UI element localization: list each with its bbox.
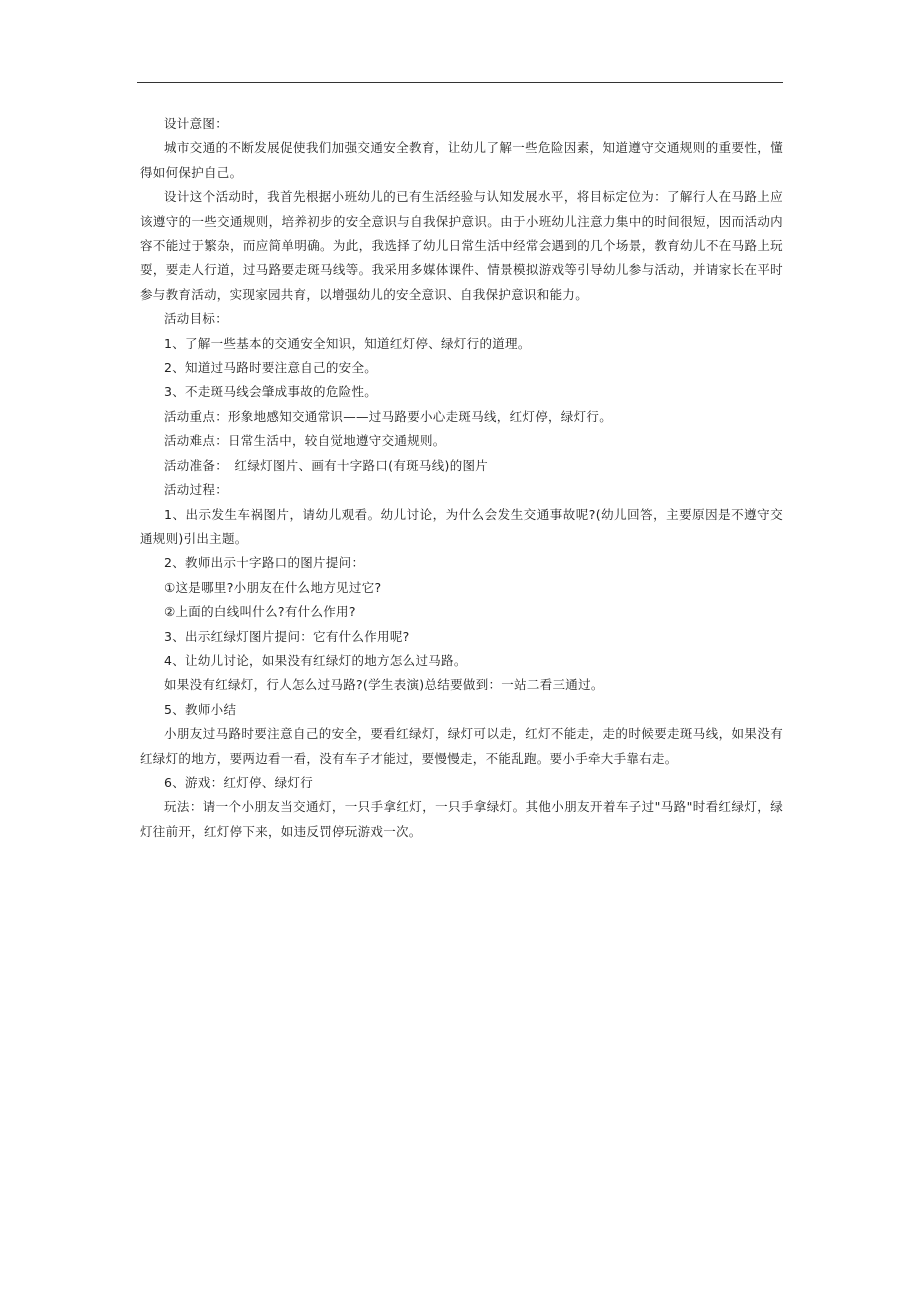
process-heading: 活动过程： xyxy=(164,482,229,498)
design-description-paragraph: 设计这个活动时，我首先根据小班幼儿的已有生活经验与认知发展水平，将目标定位为：了解行人在马路上应该遵守的一些交通规则，培养初步的安全意识与自我保护意识。由于小班幼儿注意力集中的时间很短，因而活动内容不能过于繁杂，而应简单明确。为此，我选择了幼儿日常生活中经常会遇到的几个场景，教育幼儿不在马路上玩耍，要走人行道，过马路要走斑马线等。我采用多媒体课件、情景模拟游戏等引导幼儿参与活动，并请家长在平时参与教育活动，实现家园共育，以增强幼儿的安全意识、自我保护意识和能力。 xyxy=(140,189,783,302)
process-step-2: 2、教师出示十字路口的图片提问： xyxy=(164,555,365,571)
no-light-line: 如果没有红绿灯，行人怎么过马路?(学生表演)总结要做到：一站二看三通过。 xyxy=(164,677,604,693)
summary-heading: 5、教师小结 xyxy=(164,701,237,717)
goals-heading: 活动目标： xyxy=(164,311,229,327)
preparation-line: 活动准备： 红绿灯图片、画有十字路口(有斑马线)的图片 xyxy=(164,457,489,473)
document-body xyxy=(140,112,783,844)
game-rules-paragraph: 玩法：请一个小朋友当交通灯，一只手拿红灯，一只手拿绿灯。其他小朋友开着车子过"马路"时看红绿灯，绿灯往前开，红灯停下来，如违反罚停玩游戏一次。 xyxy=(140,799,783,839)
game-heading: 6、游戏：红灯停、绿灯行 xyxy=(164,774,314,790)
key-point-line: 活动重点：形象地感知交通常识——过马路要小心走斑马线，红灯停，绿灯行。 xyxy=(164,408,613,424)
design-intent-paragraph: 城市交通的不断发展促使我们加强交通安全教育，让幼儿了解一些危险因素，知道遵守交通规则的重要性，懂得如何保护自己。 xyxy=(140,140,783,180)
goal-item-1: 1、了解一些基本的交通安全知识，知道红灯停、绿灯行的道理。 xyxy=(164,335,531,351)
header-rule xyxy=(137,82,783,83)
summary-paragraph: 小朋友过马路时要注意自己的安全，要看红绿灯，绿灯可以走，红灯不能走，走的时候要走斑马线，如果没有红绿灯的地方，要两边看一看，没有车子才能过，要慢慢走，不能乱跑。要小手牵大手靠右走。 xyxy=(140,726,783,766)
process-step-4: 4、让幼儿讨论，如果没有红绿灯的地方怎么过马路。 xyxy=(164,652,467,668)
goal-item-2: 2、知道过马路时要注意自己的安全。 xyxy=(164,360,378,376)
question-2: ②上面的白线叫什么?有什么作用? xyxy=(164,604,356,620)
process-step-3: 3、出示红绿灯图片提问：它有什么作用呢? xyxy=(164,628,410,644)
question-1: ①这是哪里?小朋友在什么地方见过它? xyxy=(164,579,382,595)
design-intent-heading: 设计意图： xyxy=(164,116,229,131)
process-step-1: 1、出示发生车祸图片，请幼儿观看。幼儿讨论，为什么会发生交通事故呢?(幼儿回答，主要原因是不遵守交通规则)引出主题。 xyxy=(140,506,783,546)
difficulty-line: 活动难点：日常生活中，较自觉地遵守交通规则。 xyxy=(164,433,446,449)
goal-item-3: 3、不走斑马线会肇成事故的危险性。 xyxy=(164,384,378,400)
